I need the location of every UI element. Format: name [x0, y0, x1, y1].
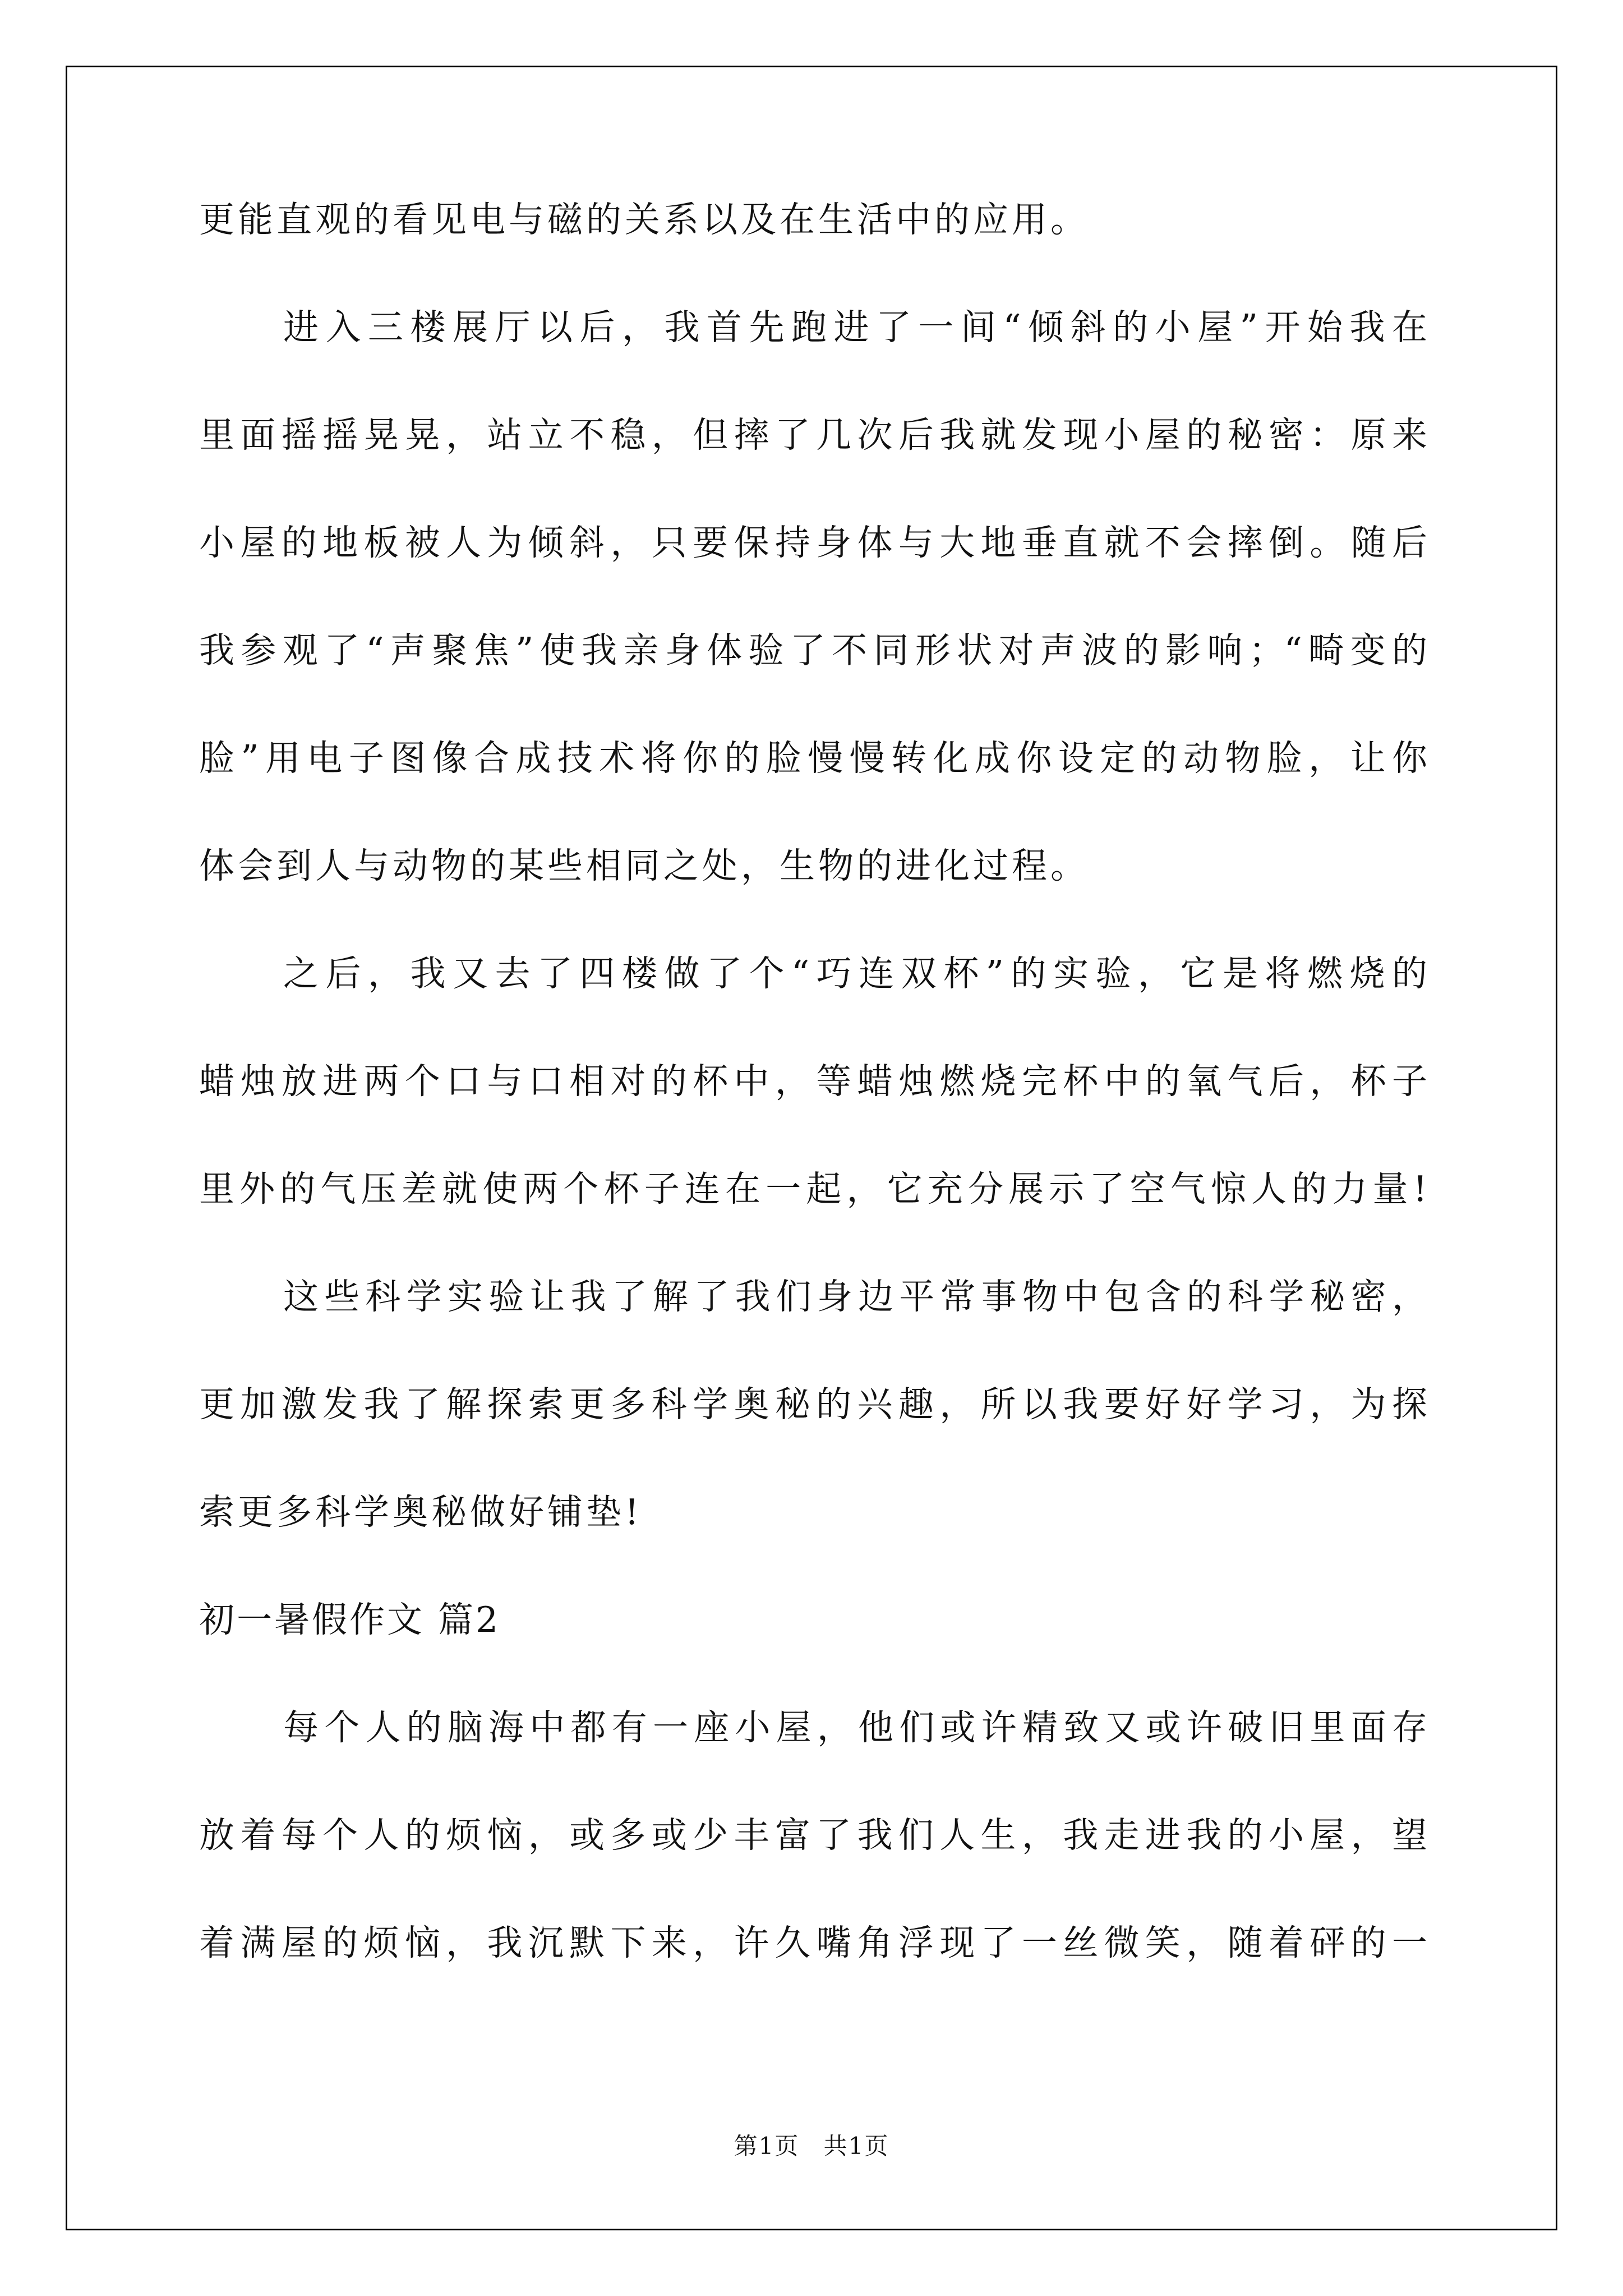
page-total: 共1页: [823, 2132, 889, 2160]
text-line: 放着每个人的烦恼，或多或少丰富了我们人生，我走进我的小屋，望: [199, 1815, 1427, 1856]
text-line: 更加激发我了解探索更多科学奥秘的兴趣，所以我要好好学习，为探: [199, 1384, 1427, 1425]
text-line: 里面摇摇晃晃，站立不稳，但摔了几次后我就发现小屋的秘密：原来: [199, 415, 1427, 455]
paragraph-first-line: 进入三楼展厅以后，我首先跑进了一间“倾斜的小屋”开始我在: [283, 307, 1427, 348]
text-line: 体会到人与动物的某些相同之处，生物的进化过程。: [199, 845, 1089, 886]
text-line: 里外的气压差就使两个杯子连在一起，它充分展示了空气惊人的力量!: [199, 1168, 1427, 1209]
text-line: 小屋的地板被人为倾斜，只要保持身体与大地垂直就不会摔倒。随后: [199, 522, 1427, 563]
text-line: 我参观了“声聚焦”使我亲身体验了不同形状对声波的影响；“畸变的: [199, 630, 1427, 671]
paragraph-first-line: 这些科学实验让我了解了我们身边平常事物中包含的科学秘密，: [283, 1276, 1427, 1317]
document-body: [199, 199, 1427, 2033]
page-footer: [0, 2128, 1623, 2161]
text-line: 着满屋的烦恼，我沉默下来，许久嘴角浮现了一丝微笑，随着砰的一: [199, 1922, 1427, 1963]
paragraph-first-line: 之后，我又去了四楼做了个“巧连双杯”的实验，它是将燃烧的: [283, 953, 1427, 994]
text-line: 索更多科学奥秘做好铺垫!: [199, 1492, 643, 1533]
paragraph-first-line: 每个人的脑海中都有一座小屋，他们或许精致又或许破旧里面存: [283, 1707, 1427, 1748]
page-number: 第1页: [734, 2132, 800, 2160]
text-line: 更能直观的看见电与磁的关系以及在生活中的应用。: [199, 199, 1089, 240]
section-heading: 初一暑假作文 篇2: [199, 1599, 501, 1640]
text-line: 脸”用电子图像合成技术将你的脸慢慢转化成你设定的动物脸，让你: [199, 738, 1427, 779]
text-line: 蜡烛放进两个口与口相对的杯中，等蜡烛燃烧完杯中的氧气后，杯子: [199, 1061, 1427, 1102]
